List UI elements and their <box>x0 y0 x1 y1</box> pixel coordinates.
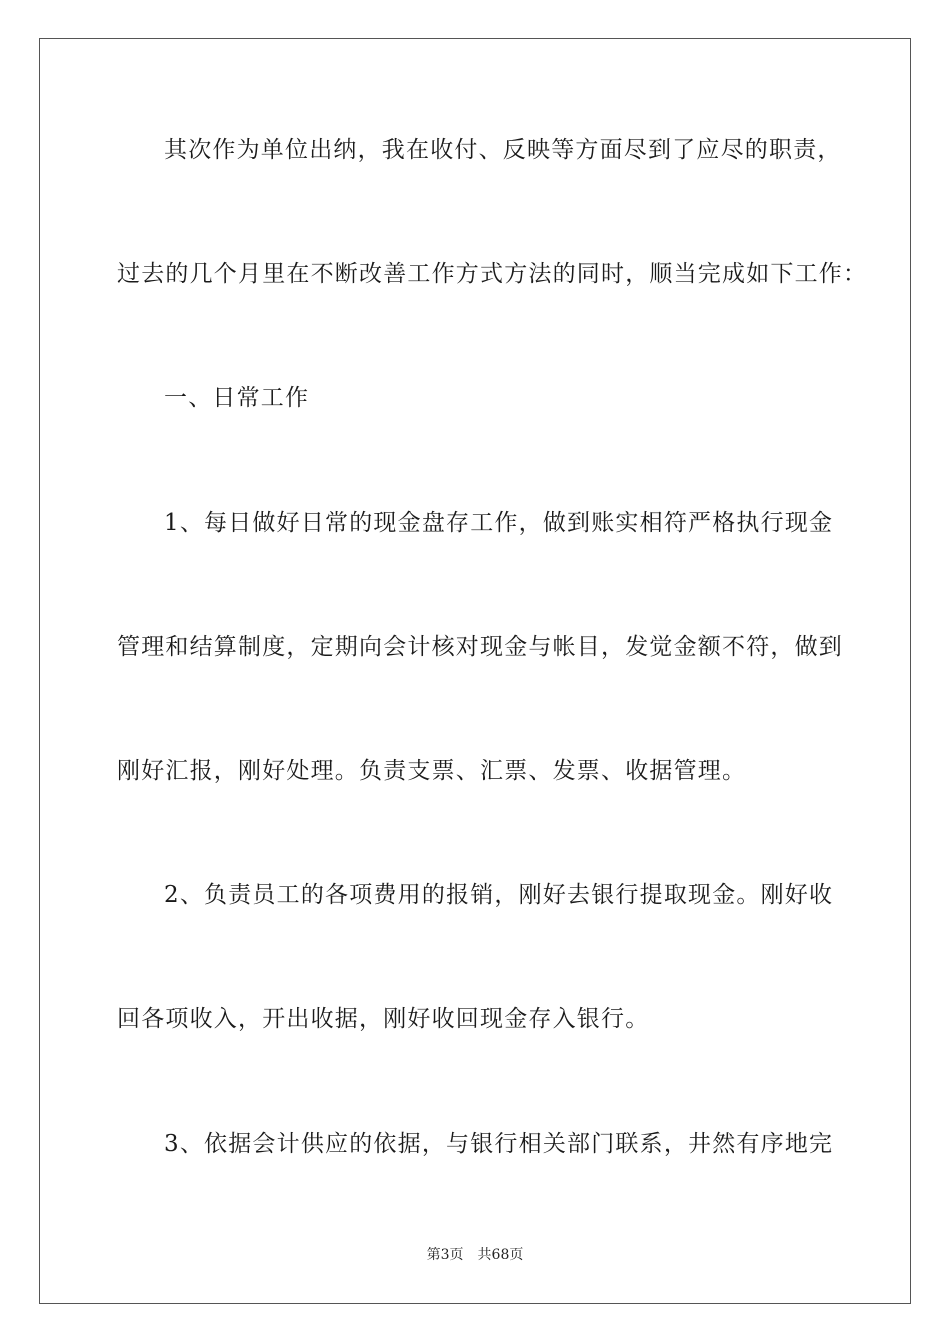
paragraph-line-5: 管理和结算制度，定期向会计核对现金与帐目，发觉金额不符，做到 <box>117 634 843 660</box>
section-heading: 一、日常工作 <box>164 385 310 411</box>
page-border <box>39 38 911 1304</box>
paragraph-line-6: 刚好汇报，刚好处理。负责支票、汇票、发票、收据管理。 <box>117 758 747 784</box>
paragraph-line-4: 1、每日做好日常的现金盘存工作，做到账实相符严格执行现金 <box>164 510 834 536</box>
page-number: 第3页 <box>426 1247 464 1263</box>
paragraph-line-1: 其次作为单位出纳，我在收付、反映等方面尽到了应尽的职责， <box>164 137 842 163</box>
paragraph-line-8: 回各项收入，开出收据，刚好收回现金存入银行。 <box>117 1006 650 1032</box>
paragraph-line-9: 3、依据会计供应的依据，与银行相关部门联系，井然有序地完 <box>164 1131 834 1157</box>
paragraph-line-7: 2、负责员工的各项费用的报销，刚好去银行提取现金。刚好收 <box>164 882 834 908</box>
page-footer <box>0 1246 950 1264</box>
total-pages: 共68页 <box>477 1247 524 1263</box>
paragraph-line-2: 过去的几个月里在不断改善工作方式方法的同时，顺当完成如下工作： <box>117 261 868 287</box>
